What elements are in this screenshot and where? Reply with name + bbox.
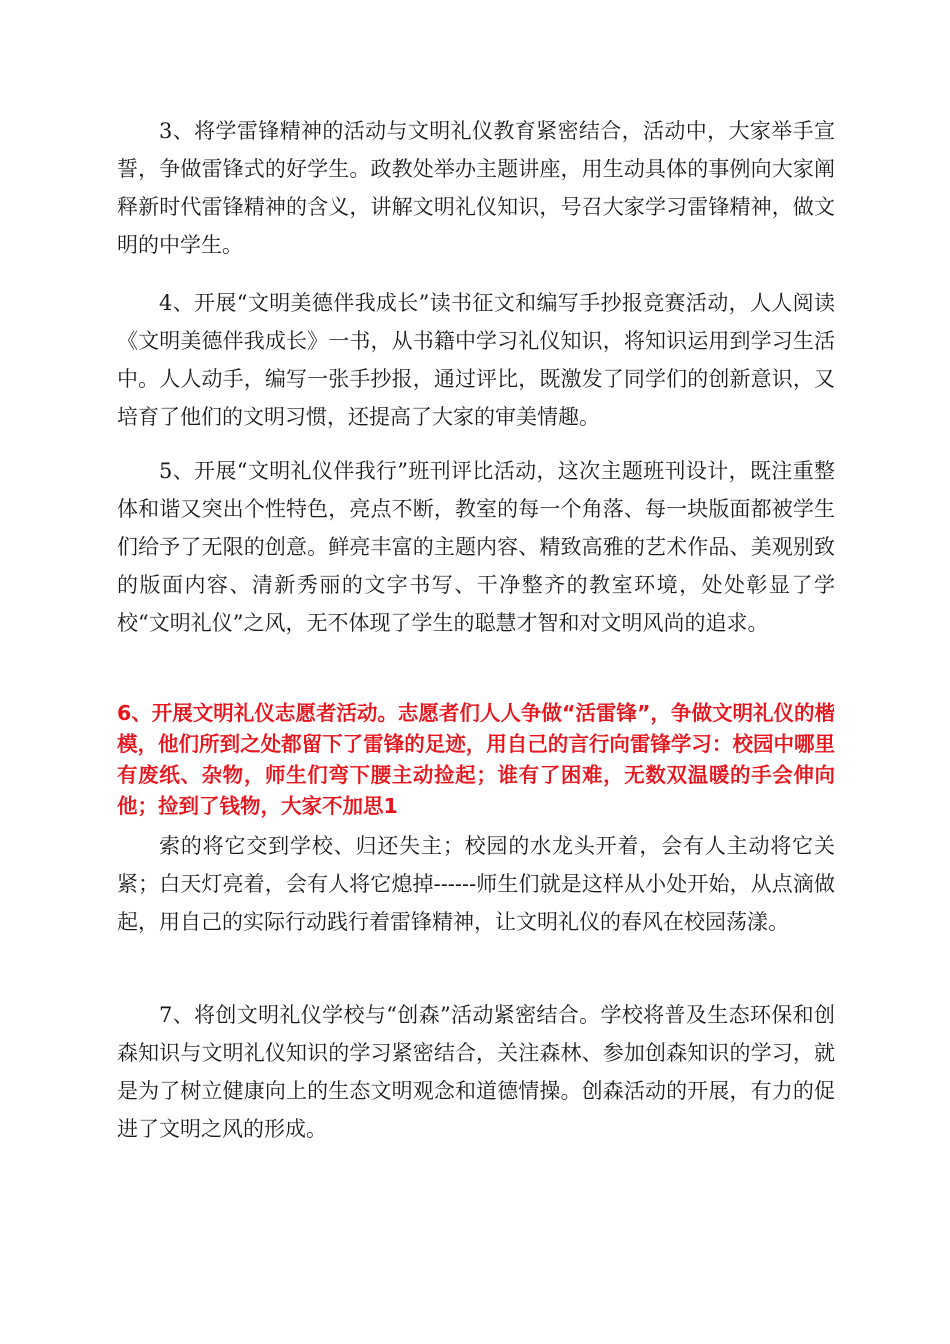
paragraph-3: 3、将学雷锋精神的活动与文明礼仪教育紧密结合，活动中，大家举手宣誓，争做雷锋式的好学生。政教处举办主题讲座，用生动具体的事例向大家阐释新时代雷锋精神的含义，讲解文明礼仪知识，号召大家学习雷锋精神，做文明的中学生。 xyxy=(117,119,835,257)
paragraph-5: 5、开展“文明礼仪伴我行”班刊评比活动，这次主题班刊设计，既注重整体和谐又突出个性特色，亮点不断，教室的每一个角落、每一块版面都被学生们给予了无限的创意。鲜亮丰富的主题内容、精致高雅的艺术作品、美观别致的版面内容、清新秀丽的文字书写、干净整齐的教室环境，处处彰显了学校“文明礼仪”之风，无不体现了学生的聪慧才智和对文明风尚的追求。 xyxy=(117,459,835,635)
paragraph-6-continued: 索的将它交到学校、归还失主；校园的水龙头开着，会有人主动将它关紧；白天灯亮着，会有人将它熄掉------师生们就是这样从小处开始，从点滴做起，用自己的实际行动践行着雷锋精神，让文明礼仪的春风在校园荡漾。 xyxy=(117,834,835,934)
paragraph-7: 7、将创文明礼仪学校与“创森”活动紧密结合。学校将普及生态环保和创森知识与文明礼仪知识的学习紧密结合，关注森林、参加创森知识的学习，就是为了树立健康向上的生态文明观念和道德情操。创森活动的开展，有力的促进了文明之风的形成。 xyxy=(117,1003,835,1141)
paragraph-6-highlight: 6、开展文明礼仪志愿者活动。志愿者们人人争做“活雷锋”，争做文明礼仪的楷模，他们所到之处都留下了雷锋的足迹，用自己的言行向雷锋学习：校园中哪里有废纸、杂物，师生们弯下腰主动捡起；谁有了困难，无数双温暖的手会伸向他；捡到了钱物，大家不加思1 xyxy=(117,701,835,818)
paragraph-4: 4、开展“文明美德伴我成长”读书征文和编写手抄报竞赛活动，人人阅读《文明美德伴我成长》一书，从书籍中学习礼仪知识，将知识运用到学习生活中。人人动手，编写一张手抄报，通过评比，既激发了同学们的创新意识，又培育了他们的文明习惯，还提高了大家的审美情趣。 xyxy=(117,291,835,429)
